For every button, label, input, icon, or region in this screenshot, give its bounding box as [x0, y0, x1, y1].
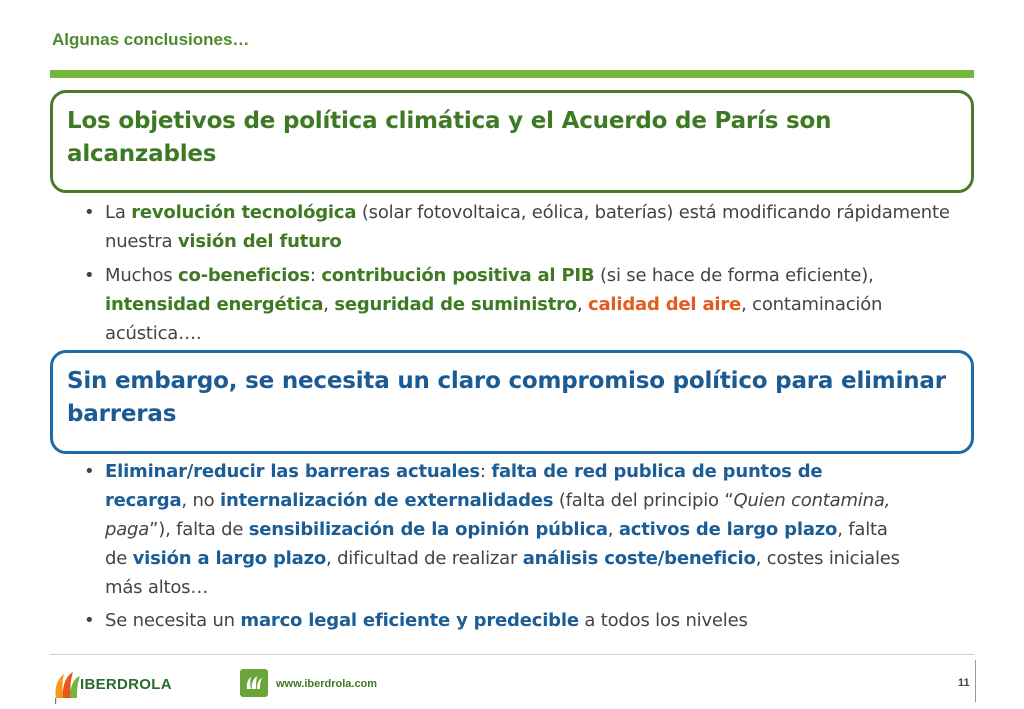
text: La	[105, 202, 132, 223]
text: , dificultad de realizar	[326, 548, 523, 569]
text: , costes iniciales más altos…	[105, 548, 900, 598]
bullet-list-2	[84, 457, 904, 639]
conclusion-box-2	[50, 350, 974, 454]
keyword: visión a largo plazo	[132, 548, 327, 569]
keyword: marco legal eficiente y predecible	[240, 610, 579, 631]
list-item	[84, 606, 904, 635]
page-title: Algunas conclusiones…	[52, 30, 250, 49]
keyword: análisis coste/beneficio	[522, 548, 756, 569]
header-rule	[50, 70, 974, 78]
text: :	[479, 461, 492, 482]
keyword-highlight: calidad del aire	[588, 294, 742, 315]
text: (si se hace de forma eficiente),	[594, 265, 874, 286]
website-link[interactable]: www.iberdrola.com	[276, 678, 378, 690]
footer-rule	[50, 654, 974, 655]
text: ,	[607, 519, 619, 540]
text: Se necesita un	[105, 610, 241, 631]
text: , no	[181, 490, 221, 511]
footer-divider	[975, 660, 976, 702]
text: ,	[323, 294, 335, 315]
keyword: co-beneficios	[177, 265, 310, 286]
conclusion-box-2-title: Sin embargo, se necesita un claro compromiso político para eliminar barreras	[67, 368, 946, 427]
conclusion-box-1	[50, 90, 974, 193]
text: ”), falta de	[149, 519, 249, 540]
keyword: contribución positiva al PIB	[321, 265, 595, 286]
keyword: Eliminar/reducir las barreras actuales	[105, 461, 480, 482]
list-item	[84, 261, 974, 348]
text: a todos los niveles	[578, 610, 748, 631]
iberdrola-web-icon	[240, 669, 268, 697]
keyword: intensidad energética	[105, 294, 324, 315]
bullet-list-1	[84, 198, 974, 353]
brand-name: IBERDROLA	[80, 676, 172, 693]
list-item	[84, 457, 904, 602]
italic-text: Quien contamina, paga	[105, 490, 891, 540]
keyword: internalización de externalidades	[220, 490, 554, 511]
keyword: visión del futuro	[177, 231, 342, 252]
page-number: 11	[958, 677, 970, 689]
conclusion-box-1-title: Los objetivos de política climática y el Acuerdo de París son alcanzables	[67, 108, 832, 167]
text: (solar fotovoltaica, eólica, baterías) está modificando rápidamente nuestra	[105, 202, 950, 252]
keyword: activos de largo plazo	[618, 519, 838, 540]
text: ,	[576, 294, 588, 315]
text: :	[309, 265, 322, 286]
keyword: falta de red publica de puntos de recarga	[105, 461, 823, 511]
text: (falta del principio “	[553, 490, 734, 511]
keyword: revolución tecnológica	[131, 202, 357, 223]
keyword: sensibilización de la opinión pública	[248, 519, 608, 540]
text: , contaminación acústica….	[105, 294, 883, 344]
text: , falta de	[105, 519, 888, 569]
text: Muchos	[105, 265, 178, 286]
keyword: seguridad de suministro	[334, 294, 577, 315]
list-item	[84, 198, 974, 256]
